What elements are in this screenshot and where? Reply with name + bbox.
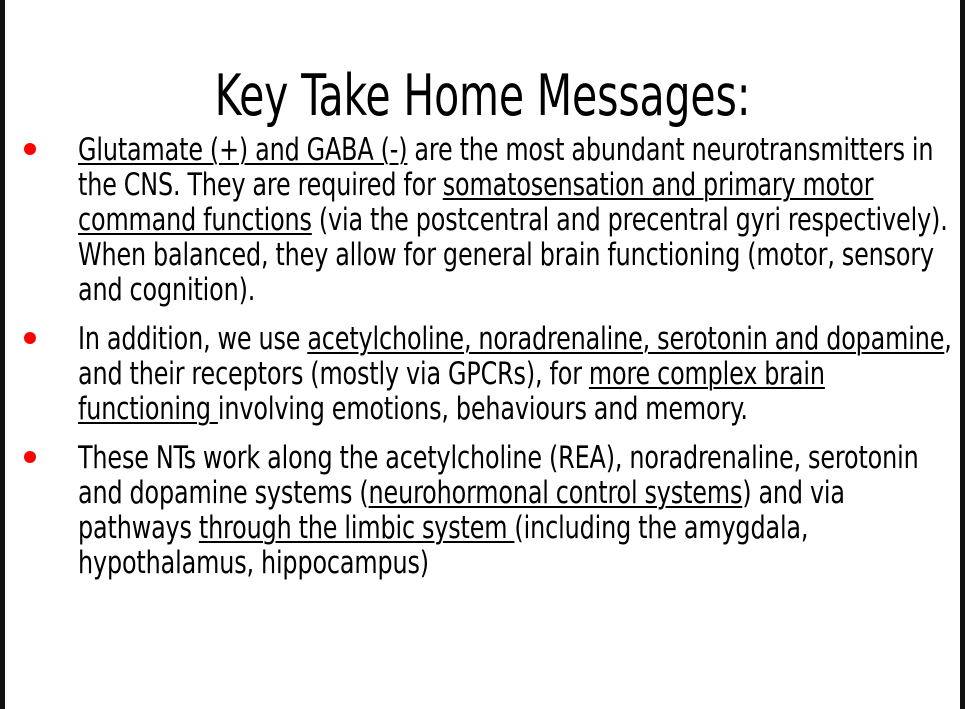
plain-run: are the most abundant neurotransmitters in the CNS. They are required for <box>78 132 934 203</box>
bullet-dot-icon <box>24 143 36 155</box>
bullet-item <box>5 322 965 427</box>
plain-run: ) and via pathways <box>78 475 845 546</box>
plain-run: In addition, we use <box>78 321 308 357</box>
plain-run: These NTs work along the acetylcholine (REA), noradrenaline, serotonin and dopamine systems ( <box>78 440 919 511</box>
bullet-text <box>78 441 960 581</box>
plain-run: involving emotions, behaviours and memory. <box>217 391 748 427</box>
page-title: Key Take Home Messages: <box>214 63 751 130</box>
underlined-run: more complex brain functioning <box>78 356 825 427</box>
plain-run: , and their receptors (mostly via GPCRs), for <box>78 321 952 392</box>
bullet-item <box>5 441 965 581</box>
bullet-dot-icon <box>24 451 36 463</box>
underlined-run: acetylcholine, noradrenaline, serotonin and dopamine <box>307 321 945 357</box>
bullet-list <box>5 133 965 581</box>
plain-run: (via the postcentral and precentral gyri respectively). When balanced, they allow for general brain functioning (motor, sensory and cognition). <box>78 202 948 308</box>
bullet-dot-icon <box>24 332 36 344</box>
underlined-run: somatosensation and primary motor command functions <box>78 167 874 238</box>
bullet-item <box>5 133 965 308</box>
bullet-text <box>78 322 960 427</box>
underlined-run: through the limbic system <box>198 510 515 546</box>
bullet-text <box>78 133 960 308</box>
underlined-run: neurohormonal control systems <box>368 475 743 511</box>
underlined-run: Glutamate (+) and GABA (-) <box>78 132 408 168</box>
plain-run: (including the amygdala, hypothalamus, hippocampus) <box>78 510 809 581</box>
